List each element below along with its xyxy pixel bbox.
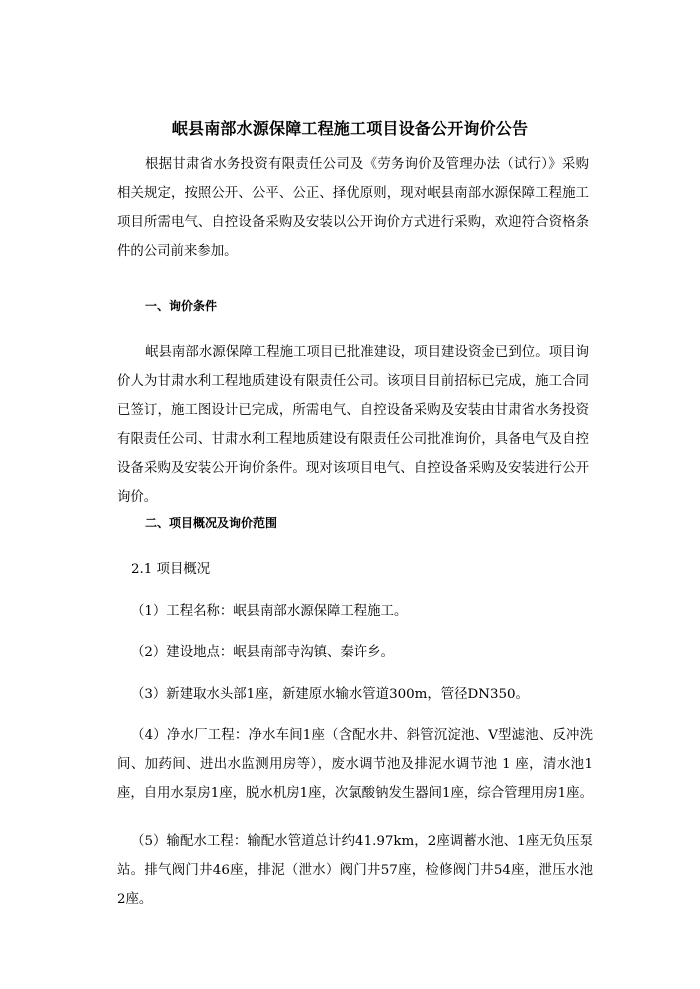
list-item: （3）新建取水头部1座，新建原水输水管道300m，管径DN350。: [131, 687, 529, 702]
intro-paragraph: 根据甘肃省水务投资有限责任公司及《劳务询价及管理办法（试行）》采购相关规定，按照公开、公平、公正、择优原则，现对岷县南部水源保障工程施工项目所需电气、自控设备采购及安装以公开询价方式进行采购，欢迎符合资格条件的公司前来参加。: [117, 157, 589, 259]
list-item: （1）工程名称：岷县南部水源保障工程施工。: [131, 604, 408, 619]
section-2-heading: 二、项目概况及询价范围: [145, 516, 278, 530]
list-item: （5）输配水工程：输配水管道总计约41.97km，2座调蓄水池、1座无负压泵站。排气阀门井46座，排泥（泄水）阀门井57座，检修阀门井54座，泄压水池 2座。: [117, 834, 593, 907]
subsection-2-1-heading: 2.1 项目概况: [131, 562, 211, 577]
document-title: 岷县南部水源保障工程施工项目设备公开询价公告: [171, 119, 529, 138]
section-1-paragraph: 岷县南部水源保障工程施工项目已批准建设，项目建设资金已到位。项目询价人为甘肃水利工程地质建设有限责任公司。该项目目前招标已完成，施工合同已签订，施工图设计已完成，所需电气、自控设备采购及安装由甘肃省水务投资有限责任公司、甘肃水利工程地质建设有限责任公司批准询价，具备电气及自控设备采购及安装公开询价条件。现对该项目电气、自控设备采购及安装进行公开询价。: [117, 345, 589, 505]
section-1-heading: 一、询价条件: [145, 299, 218, 313]
list-item: （2）建设地点：岷县南部寺沟镇、秦许乡。: [131, 645, 394, 660]
list-item: （4）净水厂工程：净水车间1座（含配水井、斜管沉淀池、V型滤池、反冲洗间、加药间、进出水监测用房等），废水调节池及排泥水调节池 1 座，清水池1座，自用水泵房1座，脱水机房1座，次氯酸钠发生器间1座，综合管理用房1座。: [117, 728, 593, 801]
